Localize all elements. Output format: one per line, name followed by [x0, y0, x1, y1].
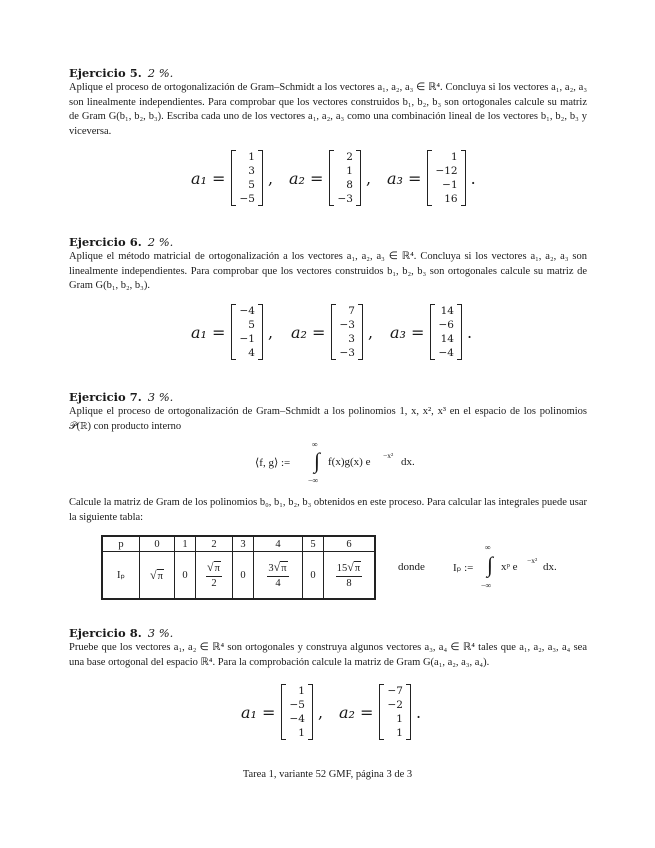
table-cell: 1 — [175, 536, 196, 552]
exercise-8-text: Pruebe que los vectores a₁, a₂ ∈ ℝ⁴ son ortogonales y construya algunos vectores a₃, a₄ ∈ ℝ⁴ tales que a₁, a₂, a₃, a₄ sea una base ortogonal del espacio ℝ⁴. Para la comprobación calcule la matriz de Gram G(a₁, a₂, a₃, a₄). — [69, 642, 587, 668]
vector-entry: 1 — [298, 685, 305, 697]
integral-upper-limit: ∞ — [485, 543, 491, 552]
vector-entry: −6 — [438, 319, 454, 331]
ex6-vector-a3 — [390, 304, 472, 360]
table-cell: 15 √ π 8 — [324, 552, 376, 600]
punctuation: , — [267, 168, 274, 188]
exercise-8-heading — [69, 626, 173, 640]
table-cell: 0 — [303, 552, 324, 600]
integral-table — [101, 535, 376, 600]
punctuation: , — [367, 322, 374, 342]
ex5-vector-a2 — [289, 150, 371, 206]
vector-label: a₂ = — [289, 168, 324, 188]
integral-lower-limit: −∞ — [481, 581, 492, 590]
vector-entry: 3 — [348, 333, 355, 345]
exercise-5-heading — [69, 66, 173, 80]
integral-lower-limit: −∞ — [308, 476, 319, 485]
page-footer: Tarea 1, variante 52 GMF, página 3 de 3 — [242, 769, 413, 780]
vector-label: a₃ = — [390, 322, 425, 342]
punctuation: , — [317, 702, 324, 722]
donde-label: donde — [398, 561, 425, 573]
punctuation: , — [267, 322, 274, 342]
integrand-dx: dx. — [401, 456, 415, 468]
vector-label: a₂ = — [339, 702, 374, 722]
vector-entry: −5 — [239, 193, 255, 205]
vector-label: a₁ = — [241, 702, 276, 722]
vector-entry: −3 — [337, 193, 353, 205]
vector-label: a₂ = — [291, 322, 326, 342]
ex6-vector-a1 — [191, 304, 273, 360]
exercise-8-title: Ejercicio 8. — [69, 626, 142, 640]
vector-entry: 1 — [248, 151, 255, 163]
exercise-5-weight: 2 %. — [147, 66, 174, 80]
table-cell: 0 — [233, 552, 254, 600]
exercise-7-title: Ejercicio 7. — [69, 390, 142, 404]
ex8-vector-a1 — [241, 684, 323, 740]
table-row — [102, 536, 375, 552]
table-header-cell: Iₚ — [102, 552, 140, 600]
table-row — [102, 552, 375, 600]
vector-entry: 1 — [396, 713, 403, 725]
exercise-8-weight: 3 %. — [147, 626, 174, 640]
ex8-vector-a2 — [339, 684, 421, 740]
inner-product-formula — [255, 441, 435, 485]
integral-sign: ∫ — [487, 552, 494, 577]
exercise-6-text: Aplique el método matricial de ortogonalización a los vectores a₁, a₂, a₃ ∈ ℝ⁴. Concluya si los vectores a₁, a₂, a₃ son linealmente independientes. Para comprobar que los vectores construidos b₁, b₂, b₃ son ortogonales calcule su matriz de Gram G(b₁, b₂, b₃). — [69, 251, 587, 292]
vector-entry: 1 — [396, 727, 403, 739]
table-cell: 4 — [254, 536, 303, 552]
exercise-7-heading — [69, 390, 173, 404]
vector-entry: −1 — [239, 333, 255, 345]
punctuation: , — [365, 168, 372, 188]
table-cell: 5 — [303, 536, 324, 552]
vector-entry: 16 — [444, 193, 458, 205]
ip-definition — [398, 544, 568, 590]
vector-entry: 1 — [298, 727, 305, 739]
vector-entry: −4 — [438, 347, 454, 359]
vector-entry: −4 — [239, 305, 255, 317]
vector-label: a₁ = — [191, 322, 226, 342]
ex5-vector-a3 — [387, 150, 476, 206]
table-cell: 6 — [324, 536, 376, 552]
exercise-6-weight: 2 %. — [147, 235, 174, 249]
vector-entry: 8 — [346, 179, 353, 191]
integrand: f(x)g(x) e — [328, 456, 371, 468]
vector-entry: 4 — [248, 347, 255, 359]
punctuation: . — [466, 322, 473, 342]
vector-entry: 5 — [248, 179, 255, 191]
exercise-7-text: Aplique el proceso de ortogonalización de Gram–Schmidt a los polinomios 1, x, x², x³ en el espacio de los polinomios 𝒫(ℝ) con producto interno — [69, 406, 587, 432]
vector-entry: 1 — [450, 151, 458, 163]
vector-label: a₁ = — [191, 168, 226, 188]
vector-entry: −4 — [289, 713, 305, 725]
table-cell: √ π 2 — [196, 552, 233, 600]
exercise-7-weight: 3 %. — [147, 390, 174, 404]
integral-sign: ∫ — [314, 448, 321, 473]
vector-entry: −1 — [442, 179, 458, 191]
exercise-5-text: Aplique el proceso de ortogonalización de Gram–Schmidt a los vectores a₁, a₂, a₃ ∈ ℝ⁴. Concluya si los vectores a₁, a₂, a₃ son linealmente independientes. Para comprobar que los vectores construidos b₁, b₂, b₃ son ortogonales calcule su matriz de Gram G(b₁, b₂, b₃). Escriba cada uno de los vectores a₁, a₂, a₃ como una combinación lineal de los vectores b₁, b₂, b₃ y viceversa. — [69, 82, 587, 137]
vector-entry: 2 — [346, 151, 353, 163]
vector-entry: 7 — [348, 305, 355, 317]
vector-label: a₃ = — [387, 168, 422, 188]
ex6-vector-a2 — [291, 304, 373, 360]
exercise-7-text-2: Calcule la matriz de Gram de los polinomios b₀, b₁, b₂, b₃ obtenidos en este proceso. Para calcular las integrales puede usar la siguiente tabla: — [69, 497, 587, 523]
exercise-6-title: Ejercicio 6. — [69, 235, 142, 249]
vector-entry: 3 — [248, 165, 255, 177]
table-cell: 0 — [140, 536, 175, 552]
vector-entry: −3 — [339, 319, 355, 331]
table-header-cell: p — [102, 536, 140, 552]
punctuation: . — [470, 168, 476, 188]
ip-exponent: −x² — [527, 556, 538, 565]
vector-entry: −7 — [387, 685, 403, 697]
vector-entry: −2 — [387, 699, 403, 711]
ex5-vector-a1 — [191, 150, 273, 206]
table-cell: 3 — [233, 536, 254, 552]
vector-entry: 14 — [440, 333, 454, 345]
vector-entry: −5 — [289, 699, 305, 711]
vector-entry: 14 — [440, 305, 454, 317]
vector-entry: 5 — [248, 319, 255, 331]
table-cell: 0 — [175, 552, 196, 600]
ip-lhs: Iₚ := — [453, 562, 474, 574]
exercise-5-title: Ejercicio 5. — [69, 66, 142, 80]
vector-entry: −12 — [435, 165, 458, 177]
vector-entry: 1 — [346, 165, 353, 177]
table-cell: 2 — [196, 536, 233, 552]
table-cell: √ π — [140, 552, 175, 600]
exercise-6-heading — [69, 235, 173, 249]
punctuation: . — [415, 702, 422, 722]
ip-integrand: xᵖ e — [501, 561, 518, 573]
table-cell: 3 √ π 4 — [254, 552, 303, 600]
integral-upper-limit: ∞ — [312, 440, 318, 449]
integrand-exponent: −x² — [383, 451, 394, 460]
inner-product-lhs: ⟨f, g⟩ := — [255, 457, 291, 469]
vector-entry: −3 — [339, 347, 355, 359]
ip-dx: dx. — [543, 561, 557, 573]
